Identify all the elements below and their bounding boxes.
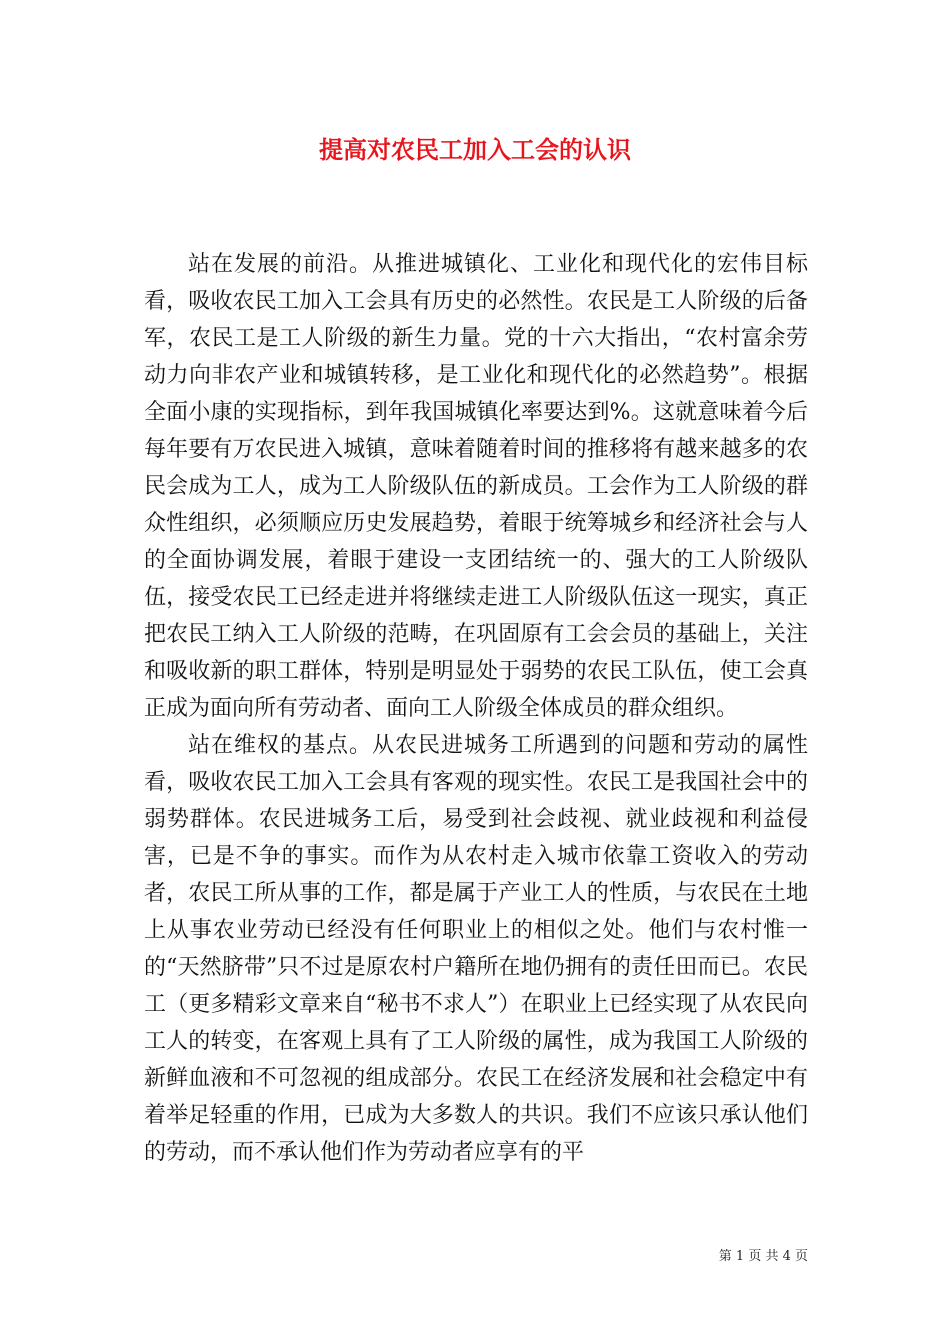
paragraph-1: 站在发展的前沿。从推进城镇化、工业化和现代化的宏伟目标看，吸收农民工加入工会具有历史的必然性。农民是工人阶级的后备军，农民工是工人阶级的新生力量。党的十六大指出，“农村富余劳动力向非农产业和城镇转移，是工业化和现代化的必然趋势”。根据全面小康的实现指标，到年我国城镇化率要达到%。这就意味着今后每年要有万农民进入城镇，意味着随着时间的推移将有越来越多的农民会成为工人，成为工人阶级队伍的新成员。工会作为工人阶级的群众性组织，必须顺应历史发展趋势，着眼于统筹城乡和经济社会与人的全面协调发展，着眼于建设一支团结统一的、强大的工人阶级队伍，接受农民工已经走进并将继续走进工人阶级队伍这一现实，真正把农民工纳入工人阶级的范畴，在巩固原有工会会员的基础上，关注和吸收新的职工群体，特别是明显处于弱势的农民工队伍，使工会真正成为面向所有劳动者、面向工人阶级全体成员的群众组织。 (144, 252, 808, 721)
paragraph-2: 站在维权的基点。从农民进城务工所遇到的问题和劳动的属性看，吸收农民工加入工会具有客观的现实性。农民工是我国社会中的弱势群体。农民进城务工后，易受到社会歧视、就业歧视和利益侵害，已是不争的事实。而作为从农村走入城市依靠工资收入的劳动者，农民工所从事的工作，都是属于产业工人的性质，与农民在土地上从事农业劳动已经没有任何职业上的相似之处。他们与农村惟一的“天然脐带”只不过是原农村户籍所在地仍拥有的责任田而已。农民工（更多精彩文章来自“秘书不求人”）在职业上已经实现了从农民向工人的转变，在客观上具有了工人阶级的属性，成为我国工人阶级的新鲜血液和不可忽视的组成部分。农民工在经济发展和社会稳定中有着举足轻重的作用，已成为大多数人的共识。我们不应该只承认他们的劳动，而不承认他们作为劳动者应享有的平 (144, 733, 808, 1165)
document-body (144, 246, 808, 1171)
page-number: 第 1 页 共 4 页 (718, 1249, 808, 1264)
document-title: 提高对农民工加入工会的认识 (319, 135, 631, 164)
